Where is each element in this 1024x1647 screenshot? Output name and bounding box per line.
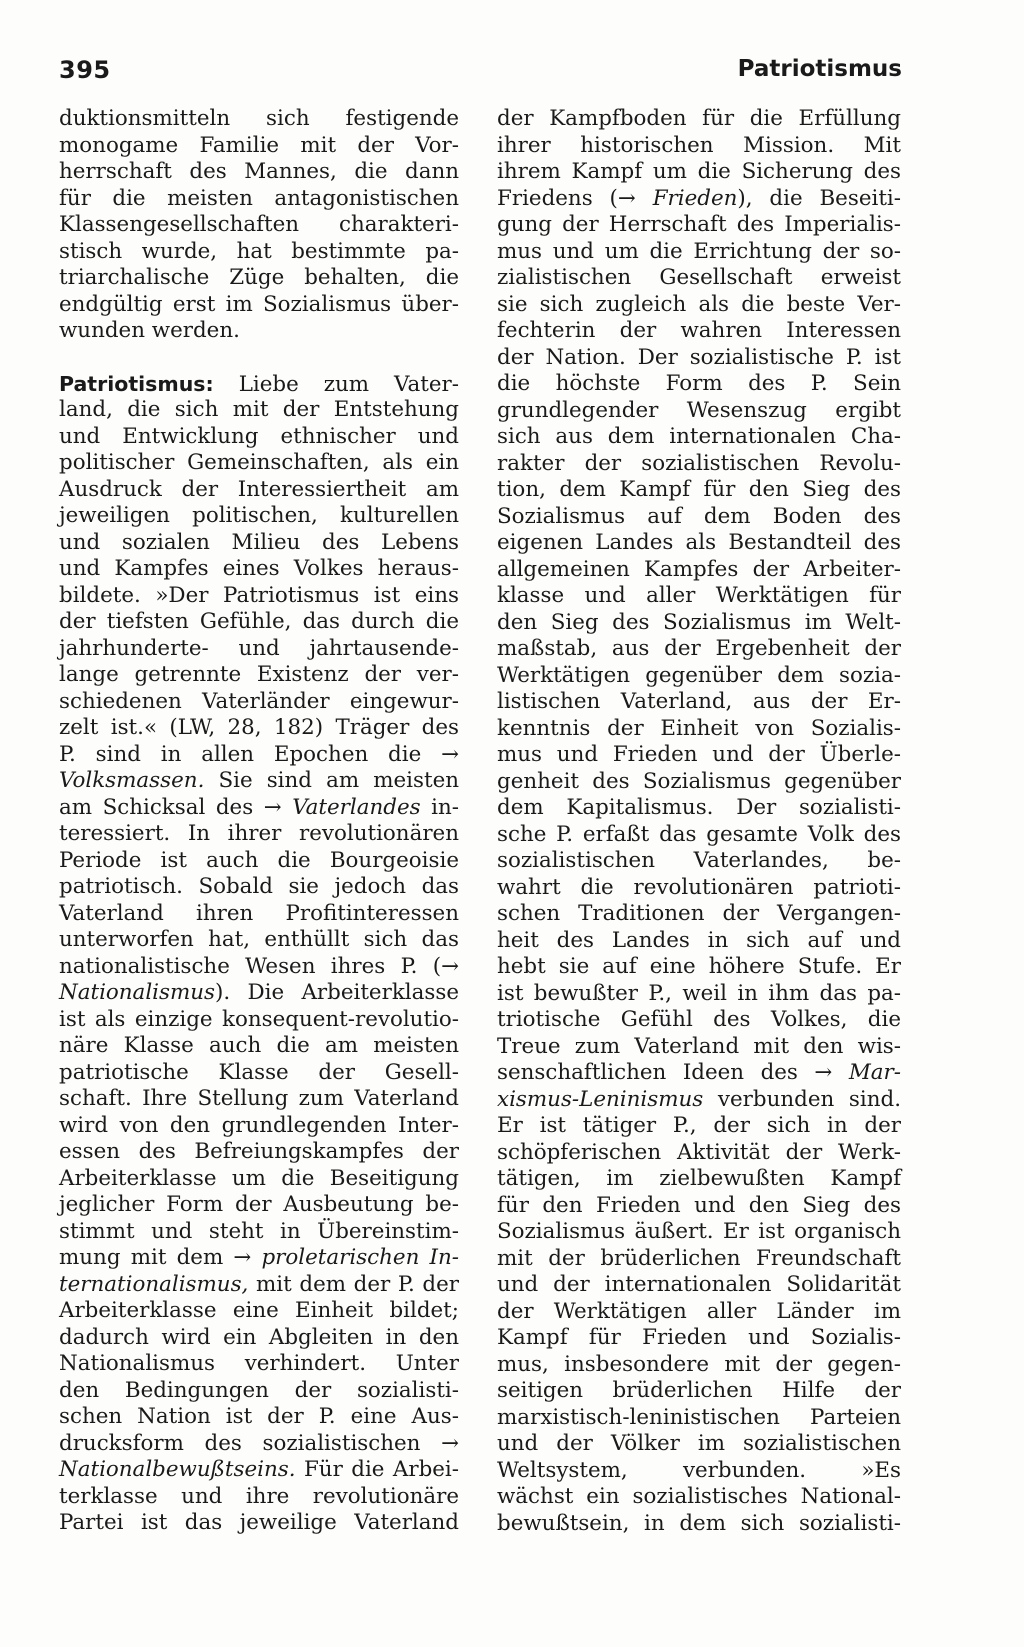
text-line: schen Nation ist der P. eine Aus- <box>59 1404 459 1429</box>
text-line: schöpferischen Aktivität der Werk- <box>497 1139 901 1165</box>
text-line: klasse und aller Werktätigen für <box>497 583 901 608</box>
text-line: sozialistischen Vaterlandes, be- <box>497 848 901 873</box>
text-line: triarchalische Züge behalten, die <box>59 265 459 290</box>
text-line: patriotisch. Sobald sie jedoch das <box>59 874 459 899</box>
text-line: politischer Gemeinschaften, als ein <box>59 450 459 475</box>
text-line: die höchste Form des P. Sein <box>497 371 901 396</box>
text-line: tätigen, im zielbewußten Kampf <box>497 1166 901 1191</box>
text-line: eigenen Landes als Bestandteil des <box>497 530 901 555</box>
text-line: und Entwicklung ethnischer und <box>59 423 459 449</box>
text-line: heit des Landes in sich auf und <box>497 927 901 953</box>
cross-reference-volksmassen: Volksmassen. <box>59 768 205 793</box>
text-line: der Nation. Der sozialistische P. ist <box>497 344 901 370</box>
paragraph-continuation <box>59 106 459 345</box>
cross-reference-vaterlandes: Vaterlandes <box>292 794 421 820</box>
text-line: herrschaft des Mannes, die dann <box>59 159 459 184</box>
text-line: der Werktätigen aller Länder im <box>497 1298 901 1324</box>
text-line: fechterin der wahren Interessen <box>497 318 901 343</box>
text-line: Periode ist auch die Bourgeoisie <box>59 847 459 873</box>
text-line: Werktätigen gegenüber dem sozia- <box>497 662 901 688</box>
text-line: allgemeinen Kampfes der Arbeiter- <box>497 556 901 582</box>
text-line: unterworfen hat, enthüllt sich das <box>59 927 459 952</box>
cross-reference-marxismus-leninismus: Mar- <box>848 1060 901 1085</box>
text-line: dadurch wird ein Abgleiten in den <box>59 1324 459 1350</box>
text-line: rakter der sozialistischen Revolu- <box>497 450 901 476</box>
text-line: stimmt und steht in Übereinstim- <box>59 1218 459 1244</box>
right-column: der Kampfboden für die Erfüllung ihrer historischen Mission. Mit ihrem Kampf um die Sicherung des Friedens (→ Frieden), die Beseiti- gung der Herrschaft des Imperialis- mus und um die Errichtung der so- zialistischen Gesellschaft erweist sie sich zugleich als die beste Ver- fechterin der wahren Interessen der Nation. Der sozialistische P. ist die höchste Form des P. Sein grundlegender Wesenszug ergibt sich aus dem internationalen Cha- rakter der sozialistischen Revolu- tion, dem Kampf für den Sieg des Sozialismus auf dem Boden des eigenen Landes als Bestandteil des allgemeinen Kampfes der Arbeiter- klasse und aller Werktätigen für den Sieg des Sozialismus im Welt- maßstab, aus der Ergebenheit der Werktätigen gegenüber dem sozia- listischen Vaterland, aus der Er- kenntnis der Einheit von Sozialis- mus und Frieden und der Überle- genheit des Sozialismus gegenüber dem Kapitalismus. Der sozialisti- sche P. erfaßt das gesamte Volk des sozialistischen Vaterlandes, be- wahrt die revolutionären patrioti- schen Traditionen der Vergangen- heit des Landes in sich auf und hebt sie auf eine höhere Stufe. Er ist bewußter P., weil in ihm das pa- triotische Gefühl des Volkes, die Treue zum Vaterland mit den wis- senschaftlichen Ideen des → Mar- xismus-Leninismus verbunden sind. Er ist tätiger P., der sich in der schöpferischen Aktivität der Werk- tätigen, im zielbewußten Kampf für den Frieden und den Sieg des Sozialismus äußert. Er ist organisch mit der brüderlichen Freundschaft und der internationalen Solidarität der Werktätigen aller Länder im Kampf für Frieden und Sozialis- mus, insbesondere mit der gegen- seitigen brüderlichen Hilfe der marxistisch-leninistischen Parteien und der Völker im sozialistischen Weltsystem, verbunden. »Es wächst ein sozialistisches National- bewußtsein, in dem sich sozialisti- <box>497 106 901 1536</box>
cross-reference-marxismus-leninismus-cont: xismus-Leninismus <box>497 1086 704 1112</box>
text-line: für den Frieden und den Sieg des <box>497 1192 901 1218</box>
text-line: ist als einzige konsequent-revolutio- <box>59 1006 459 1032</box>
text-line: sie sich zugleich als die beste Ver- <box>497 291 901 317</box>
text-line: drucksform des sozialistischen → <box>59 1430 459 1456</box>
text-line: bildete. »Der Patriotismus ist eins <box>59 582 459 608</box>
text-line: der Kampfboden für die Erfüllung <box>497 106 901 131</box>
text-line: zelt ist.« (LW, 28, 182) Träger des <box>59 715 459 740</box>
text-line: kenntnis der Einheit von Sozialis- <box>497 715 901 741</box>
text-line: Nationalismus verhindert. Unter <box>59 1351 459 1376</box>
text-line: mit der brüderlichen Freundschaft <box>497 1245 901 1271</box>
text-line: Arbeiterklasse eine Einheit bildet; <box>59 1298 459 1323</box>
text-line: und der Völker im sozialistischen <box>497 1431 901 1456</box>
text-line: patriotische Klasse der Gesell- <box>59 1059 459 1085</box>
text-line: lange getrennte Existenz der ver- <box>59 662 459 687</box>
text-line: jeweiligen politischen, kulturellen <box>59 503 459 528</box>
text-line: schaft. Ihre Stellung zum Vaterland <box>59 1086 459 1111</box>
text-line: P. sind in allen Epochen die → <box>59 741 459 767</box>
text-line: näre Klasse auch die am meisten <box>59 1033 459 1058</box>
lemma-headword: Patriotismus: <box>59 371 214 396</box>
text-line: wahrt die revolutionären patrioti- <box>497 874 901 900</box>
text-line: Er ist tätiger P., der sich in der <box>497 1113 901 1138</box>
running-head: Patriotismus <box>737 56 902 82</box>
text-line: hebt sie auf eine höhere Stufe. Er <box>497 954 901 979</box>
page-number: 395 <box>59 56 111 84</box>
text-line: mus und um die Errichtung der so- <box>497 238 901 264</box>
text-line: land, die sich mit der Entstehung <box>59 397 459 422</box>
text-line: stisch wurde, hat bestimmte pa- <box>59 238 459 264</box>
text-line: monogame Familie mit der Vor- <box>59 132 459 158</box>
text-line: und sozialen Milieu des Lebens <box>59 529 459 555</box>
text-line: ihrer historischen Mission. Mit <box>497 132 901 158</box>
text-line: Treue zum Vaterland mit den wis- <box>497 1033 901 1059</box>
cross-reference-frieden: Frieden <box>652 185 738 211</box>
text-line: Sozialismus äußert. Er ist organisch <box>497 1219 901 1244</box>
text-line: listischen Vaterland, aus der Er- <box>497 689 901 714</box>
text-line: den Sieg des Sozialismus im Welt- <box>497 609 901 635</box>
text-line: wächst ein sozialistisches National- <box>497 1484 901 1509</box>
text-line: maßstab, aus der Ergebenheit der <box>497 636 901 661</box>
text-line: mus, insbesondere mit der gegen- <box>497 1351 901 1377</box>
text-line: triotische Gefühl des Volkes, die <box>497 1007 901 1032</box>
cross-reference-nationalismus: Nationalismus <box>59 980 216 1005</box>
text-line: sche P. erfaßt das gesamte Volk des <box>497 821 901 847</box>
text-line: zialistischen Gesellschaft erweist <box>497 265 901 290</box>
text-line: wird von den grundlegenden Inter- <box>59 1112 459 1138</box>
left-column <box>59 106 459 1537</box>
text-line: sich aus dem internationalen Cha- <box>497 424 901 449</box>
text-line: tion, dem Kampf für den Sieg des <box>497 477 901 502</box>
text-line: Arbeiterklasse um die Beseitigung <box>59 1165 459 1191</box>
text-line: duktionsmitteln sich festigende <box>59 106 459 131</box>
cross-reference-proletarischen-internationalismus: proletarischen In- <box>261 1245 459 1270</box>
text-line: dem Kapitalismus. Der sozialisti- <box>497 795 901 820</box>
text-line: marxistisch-leninistischen Parteien <box>497 1404 901 1430</box>
text-line: mus und Frieden und der Überle- <box>497 742 901 767</box>
text-line: Weltsystem, verbunden. »Es <box>497 1457 901 1483</box>
text-line: der tiefsten Gefühle, das durch die <box>59 609 459 634</box>
text-line: nationalistische Wesen ihres P. (→ <box>59 953 459 979</box>
text-line: Kampf für Frieden und Sozialis- <box>497 1325 901 1350</box>
paragraph-patriotismus-entry: Patriotismus: Liebe zum Vater- land, die sich mit der Entstehung und Entwicklung ethnischer und politischer Gemeinschaften, als ein Ausdruck der Interessiertheit am jeweiligen politischen, kulturellen und sozialen Milieu des Lebens und Kampfes eines Volkes heraus- bildete. »Der Patriotismus ist eins der tiefsten Gefühle, das durch die jahrhunderte- und jahrtausende- lange getrennte Existenz der ver- schiedenen Vaterländer eingewur- zelt ist.« (LW, 28, 182) Träger des P. sind in allen Epochen die → Volksmassen. Sie sind am meisten am Schicksal des → Vaterlandes in- teressiert. In ihrer revolutionären Periode ist auch die Bourgeoisie patriotisch. Sobald sie jedoch das Vaterland ihren Profitinteressen unterworfen hat, enthüllt sich das nationalistische Wesen ihres P. (→ Nationalismus). Die Arbeiterklasse ist als einzige konsequent-revolutio- näre Klasse auch die am meisten patriotische Klasse der Gesell- schaft. Ihre Stellung zum Vaterland wird von den grundlegenden Inter- essen des Befreiungskampfes der Arbeiterklasse um die Beseitigung jeglicher Form der Ausbeutung be- stimmt und steht in Übereinstim- mung mit dem → proletarischen In- ternationalismus, mit dem der P. der Arbeiterklasse eine Einheit bildet; dadurch wird ein Abgleiten in den Nationalismus verhindert. Unter den Bedingungen der sozialisti- schen Nation ist der P. eine Aus- drucksform des sozialistischen → Nationalbewußtseins. Für die Arbei- terklasse und ihre revolutionäre Partei ist das jeweilige Vaterland <box>59 371 459 1535</box>
text-line: den Bedingungen der sozialisti- <box>59 1377 459 1403</box>
text-line: jahrhunderte- und jahrtausende- <box>59 635 459 661</box>
text-line: ihrem Kampf um die Sicherung des <box>497 159 901 184</box>
text-line: teressiert. In ihrer revolutionären <box>59 821 459 846</box>
text-line: bewußtsein, in dem sich sozialisti- <box>497 1510 901 1536</box>
text-line: ist bewußter P., weil in ihm das pa- <box>497 980 901 1006</box>
text-line: terklasse und ihre revolutionäre <box>59 1483 459 1509</box>
text-line: endgültig erst im Sozialismus über- <box>59 291 459 317</box>
text-line: und Kampfes eines Volkes heraus- <box>59 556 459 581</box>
text-line: und der internationalen Solidarität <box>497 1272 901 1297</box>
text-line: schiedenen Vaterländer eingewur- <box>59 688 459 714</box>
text-line: Sozialismus auf dem Boden des <box>497 503 901 529</box>
text-line: Ausdruck der Interessiertheit am <box>59 476 459 502</box>
cross-reference-internationalismus-cont: ternationalismus, <box>59 1271 249 1297</box>
text-line: Vaterland ihren Profitinteressen <box>59 900 459 926</box>
text-line: schen Traditionen der Vergangen- <box>497 901 901 926</box>
text-line: wunden werden. <box>59 318 240 343</box>
text-line: essen des Befreiungskampfes der <box>59 1139 459 1164</box>
text-line: jeglicher Form der Ausbeutung be- <box>59 1192 459 1217</box>
text-line: seitigen brüderlichen Hilfe der <box>497 1378 901 1403</box>
text-line: für die meisten antagonistischen <box>59 185 459 211</box>
cross-reference-nationalbewusstseins: Nationalbewußtseins. <box>59 1457 296 1482</box>
text-line: Partei ist das jeweilige Vaterland <box>59 1510 459 1535</box>
text-line: Klassengesellschaften charakteri- <box>59 212 459 237</box>
text-line: gung der Herrschaft des Imperialis- <box>497 212 901 237</box>
text-line: genheit des Sozialismus gegenüber <box>497 768 901 794</box>
text-line: grundlegender Wesenszug ergibt <box>497 397 901 423</box>
